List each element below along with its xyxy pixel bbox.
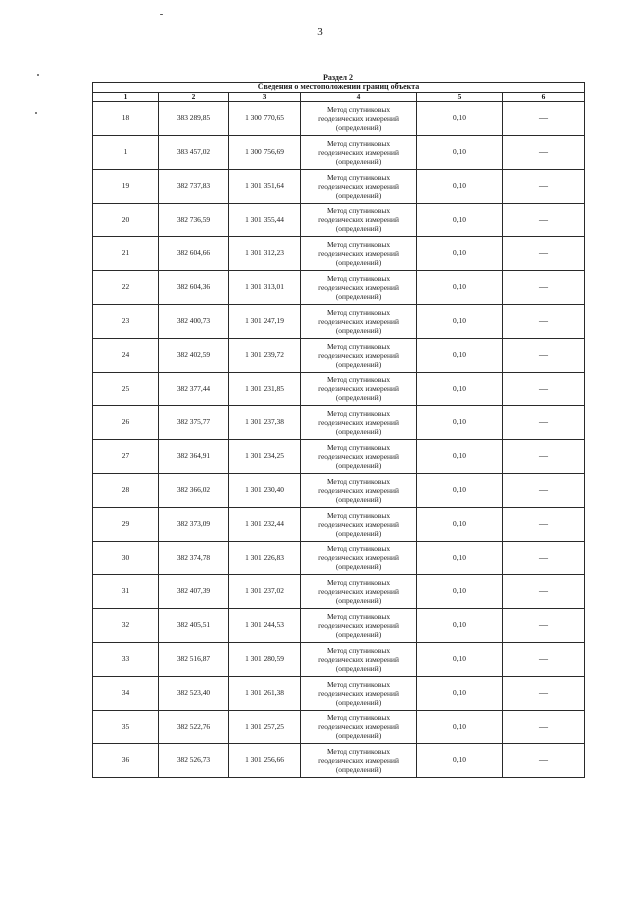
method-line: Метод спутниковых bbox=[326, 476, 391, 486]
x-coordinate-cell: 382 604,36 bbox=[159, 271, 229, 305]
point-number-cell: 35 bbox=[93, 710, 159, 744]
table-row bbox=[93, 710, 585, 744]
method-line: Метод спутниковых bbox=[326, 307, 391, 317]
method-line: геодезических измерений bbox=[318, 553, 399, 563]
method-cell bbox=[301, 135, 417, 169]
method-line: геодезических измерений bbox=[318, 418, 399, 428]
method-cell bbox=[301, 676, 417, 710]
note-cell: — bbox=[503, 473, 585, 507]
x-coordinate-cell: 383 457,02 bbox=[159, 135, 229, 169]
method-line: геодезических измерений bbox=[318, 688, 399, 698]
method-line: (определений) bbox=[335, 630, 382, 640]
scan-speck bbox=[160, 14, 163, 15]
note-cell: — bbox=[503, 102, 585, 136]
point-number-cell: 29 bbox=[93, 507, 159, 541]
x-coordinate-cell: 382 366,02 bbox=[159, 473, 229, 507]
table-row bbox=[93, 676, 585, 710]
table-row bbox=[93, 338, 585, 372]
method-line: геодезических измерений bbox=[318, 654, 399, 664]
point-number-cell: 25 bbox=[93, 372, 159, 406]
column-header: 4 bbox=[301, 92, 417, 102]
note-cell: — bbox=[503, 642, 585, 676]
method-line: геодезических измерений bbox=[318, 756, 399, 766]
note-cell: — bbox=[503, 575, 585, 609]
y-coordinate-cell: 1 301 256,66 bbox=[229, 744, 301, 778]
x-coordinate-cell: 382 400,73 bbox=[159, 304, 229, 338]
method-cell bbox=[301, 237, 417, 271]
table-row bbox=[93, 102, 585, 136]
method-line: Метод спутниковых bbox=[326, 375, 391, 385]
point-number-cell: 31 bbox=[93, 575, 159, 609]
scan-speck bbox=[37, 74, 39, 76]
point-number-cell: 22 bbox=[93, 271, 159, 305]
table-row bbox=[93, 440, 585, 474]
y-coordinate-cell: 1 301 351,64 bbox=[229, 169, 301, 203]
table-row bbox=[93, 406, 585, 440]
method-line: Метод спутниковых bbox=[326, 138, 391, 148]
method-cell bbox=[301, 744, 417, 778]
method-line: (определений) bbox=[335, 663, 382, 673]
accuracy-cell: 0,10 bbox=[417, 507, 503, 541]
accuracy-cell: 0,10 bbox=[417, 135, 503, 169]
method-line: (определений) bbox=[335, 596, 382, 606]
boundary-coordinates-table bbox=[92, 82, 585, 778]
table-row bbox=[93, 609, 585, 643]
method-cell bbox=[301, 473, 417, 507]
scan-speck bbox=[35, 112, 37, 114]
method-line: геодезических измерений bbox=[318, 452, 399, 462]
accuracy-cell: 0,10 bbox=[417, 473, 503, 507]
method-line: геодезических измерений bbox=[318, 384, 399, 394]
table-row bbox=[93, 575, 585, 609]
method-line: геодезических измерений bbox=[318, 621, 399, 631]
x-coordinate-cell: 382 375,77 bbox=[159, 406, 229, 440]
y-coordinate-cell: 1 300 770,65 bbox=[229, 102, 301, 136]
method-line: Метод спутниковых bbox=[326, 510, 391, 520]
method-line: Метод спутниковых bbox=[326, 240, 391, 250]
point-number-cell: 23 bbox=[93, 304, 159, 338]
method-line: Метод спутниковых bbox=[326, 206, 391, 216]
page-number: 3 bbox=[317, 26, 323, 38]
y-coordinate-cell: 1 301 239,72 bbox=[229, 338, 301, 372]
method-line: геодезических измерений bbox=[318, 181, 399, 191]
x-coordinate-cell: 382 523,40 bbox=[159, 676, 229, 710]
note-cell: — bbox=[503, 237, 585, 271]
method-line: геодезических измерений bbox=[318, 147, 399, 157]
method-line: Метод спутниковых bbox=[326, 679, 391, 689]
method-line: геодезических измерений bbox=[318, 485, 399, 495]
x-coordinate-cell: 382 736,59 bbox=[159, 203, 229, 237]
y-coordinate-cell: 1 301 237,02 bbox=[229, 575, 301, 609]
note-cell: — bbox=[503, 710, 585, 744]
accuracy-cell: 0,10 bbox=[417, 372, 503, 406]
method-cell bbox=[301, 372, 417, 406]
accuracy-cell: 0,10 bbox=[417, 541, 503, 575]
method-line: (определений) bbox=[335, 325, 382, 335]
table-body bbox=[93, 83, 585, 778]
table-row bbox=[93, 169, 585, 203]
y-coordinate-cell: 1 301 232,44 bbox=[229, 507, 301, 541]
column-header: 5 bbox=[417, 92, 503, 102]
note-cell: — bbox=[503, 541, 585, 575]
note-cell: — bbox=[503, 609, 585, 643]
note-cell: — bbox=[503, 440, 585, 474]
y-coordinate-cell: 1 301 312,23 bbox=[229, 237, 301, 271]
accuracy-cell: 0,10 bbox=[417, 609, 503, 643]
point-number-cell: 36 bbox=[93, 744, 159, 778]
section-label: Раздел 2 bbox=[322, 73, 354, 82]
accuracy-cell: 0,10 bbox=[417, 676, 503, 710]
point-number-cell: 24 bbox=[93, 338, 159, 372]
point-number-cell: 34 bbox=[93, 676, 159, 710]
method-line: (определений) bbox=[335, 123, 382, 133]
method-line: (определений) bbox=[335, 359, 382, 369]
y-coordinate-cell: 1 301 257,25 bbox=[229, 710, 301, 744]
method-line: геодезических измерений bbox=[318, 114, 399, 124]
method-cell bbox=[301, 203, 417, 237]
method-line: (определений) bbox=[335, 292, 382, 302]
table-row bbox=[93, 304, 585, 338]
method-line: геодезических измерений bbox=[318, 587, 399, 597]
method-line: Метод спутниковых bbox=[326, 105, 391, 115]
method-cell bbox=[301, 169, 417, 203]
method-line: геодезических измерений bbox=[318, 215, 399, 225]
accuracy-cell: 0,10 bbox=[417, 203, 503, 237]
note-cell: — bbox=[503, 135, 585, 169]
x-coordinate-cell: 383 289,85 bbox=[159, 102, 229, 136]
y-coordinate-cell: 1 301 226,83 bbox=[229, 541, 301, 575]
note-cell: — bbox=[503, 406, 585, 440]
method-line: (определений) bbox=[335, 258, 382, 268]
column-header: 2 bbox=[159, 92, 229, 102]
point-number-cell: 26 bbox=[93, 406, 159, 440]
accuracy-cell: 0,10 bbox=[417, 744, 503, 778]
accuracy-cell: 0,10 bbox=[417, 271, 503, 305]
accuracy-cell: 0,10 bbox=[417, 169, 503, 203]
table-row bbox=[93, 541, 585, 575]
accuracy-cell: 0,10 bbox=[417, 440, 503, 474]
method-line: геодезических измерений bbox=[318, 519, 399, 529]
method-line: (определений) bbox=[335, 528, 382, 538]
note-cell: — bbox=[503, 676, 585, 710]
point-number-cell: 19 bbox=[93, 169, 159, 203]
method-line: (определений) bbox=[335, 731, 382, 741]
point-number-cell: 30 bbox=[93, 541, 159, 575]
note-cell: — bbox=[503, 271, 585, 305]
method-cell bbox=[301, 642, 417, 676]
method-cell bbox=[301, 102, 417, 136]
method-cell bbox=[301, 507, 417, 541]
accuracy-cell: 0,10 bbox=[417, 102, 503, 136]
accuracy-cell: 0,10 bbox=[417, 237, 503, 271]
method-line: Метод спутниковых bbox=[326, 713, 391, 723]
method-line: Метод спутниковых bbox=[326, 409, 391, 419]
y-coordinate-cell: 1 301 247,19 bbox=[229, 304, 301, 338]
method-line: Метод спутниковых bbox=[326, 544, 391, 554]
note-cell: — bbox=[503, 304, 585, 338]
note-cell: — bbox=[503, 169, 585, 203]
accuracy-cell: 0,10 bbox=[417, 304, 503, 338]
y-coordinate-cell: 1 300 756,69 bbox=[229, 135, 301, 169]
point-number-cell: 18 bbox=[93, 102, 159, 136]
table-row bbox=[93, 372, 585, 406]
method-cell bbox=[301, 609, 417, 643]
column-header-row bbox=[93, 92, 585, 102]
x-coordinate-cell: 382 516,87 bbox=[159, 642, 229, 676]
x-coordinate-cell: 382 402,59 bbox=[159, 338, 229, 372]
method-line: геодезических измерений bbox=[318, 350, 399, 360]
column-header: 6 bbox=[503, 92, 585, 102]
x-coordinate-cell: 382 522,76 bbox=[159, 710, 229, 744]
method-line: Метод спутниковых bbox=[326, 645, 391, 655]
y-coordinate-cell: 1 301 230,40 bbox=[229, 473, 301, 507]
table-row bbox=[93, 507, 585, 541]
y-coordinate-cell: 1 301 231,85 bbox=[229, 372, 301, 406]
method-line: (определений) bbox=[335, 156, 382, 166]
method-line: (определений) bbox=[335, 224, 382, 234]
method-line: (определений) bbox=[335, 562, 382, 572]
table-row bbox=[93, 642, 585, 676]
y-coordinate-cell: 1 301 234,25 bbox=[229, 440, 301, 474]
point-number-cell: 20 bbox=[93, 203, 159, 237]
point-number-cell: 28 bbox=[93, 473, 159, 507]
method-line: Метод спутниковых bbox=[326, 578, 391, 588]
method-line: геодезических измерений bbox=[318, 249, 399, 259]
method-line: Метод спутниковых bbox=[326, 341, 391, 351]
method-cell bbox=[301, 541, 417, 575]
method-line: Метод спутниковых bbox=[326, 172, 391, 182]
method-cell bbox=[301, 440, 417, 474]
y-coordinate-cell: 1 301 244,53 bbox=[229, 609, 301, 643]
table-caption-row bbox=[93, 83, 585, 93]
point-number-cell: 33 bbox=[93, 642, 159, 676]
table-row bbox=[93, 473, 585, 507]
table-caption: Сведения о местоположении границ объекта bbox=[93, 83, 585, 93]
method-line: геодезических измерений bbox=[318, 722, 399, 732]
x-coordinate-cell: 382 737,83 bbox=[159, 169, 229, 203]
method-cell bbox=[301, 271, 417, 305]
method-line: (определений) bbox=[335, 494, 382, 504]
y-coordinate-cell: 1 301 237,38 bbox=[229, 406, 301, 440]
method-cell bbox=[301, 710, 417, 744]
x-coordinate-cell: 382 405,51 bbox=[159, 609, 229, 643]
table-row bbox=[93, 203, 585, 237]
method-line: Метод спутниковых bbox=[326, 274, 391, 284]
method-line: (определений) bbox=[335, 427, 382, 437]
x-coordinate-cell: 382 604,66 bbox=[159, 237, 229, 271]
x-coordinate-cell: 382 377,44 bbox=[159, 372, 229, 406]
accuracy-cell: 0,10 bbox=[417, 406, 503, 440]
method-line: (определений) bbox=[335, 190, 382, 200]
method-cell bbox=[301, 575, 417, 609]
method-line: (определений) bbox=[335, 461, 382, 471]
y-coordinate-cell: 1 301 261,38 bbox=[229, 676, 301, 710]
note-cell: — bbox=[503, 744, 585, 778]
x-coordinate-cell: 382 526,73 bbox=[159, 744, 229, 778]
accuracy-cell: 0,10 bbox=[417, 642, 503, 676]
point-number-cell: 32 bbox=[93, 609, 159, 643]
method-line: (определений) bbox=[335, 393, 382, 403]
table-row bbox=[93, 135, 585, 169]
method-cell bbox=[301, 338, 417, 372]
point-number-cell: 21 bbox=[93, 237, 159, 271]
x-coordinate-cell: 382 374,78 bbox=[159, 541, 229, 575]
method-line: Метод спутниковых bbox=[326, 443, 391, 453]
x-coordinate-cell: 382 407,39 bbox=[159, 575, 229, 609]
method-line: (определений) bbox=[335, 765, 382, 775]
table-row bbox=[93, 271, 585, 305]
accuracy-cell: 0,10 bbox=[417, 710, 503, 744]
method-line: геодезических измерений bbox=[318, 283, 399, 293]
method-cell bbox=[301, 406, 417, 440]
y-coordinate-cell: 1 301 313,01 bbox=[229, 271, 301, 305]
point-number-cell: 27 bbox=[93, 440, 159, 474]
method-line: геодезических измерений bbox=[318, 316, 399, 326]
x-coordinate-cell: 382 364,91 bbox=[159, 440, 229, 474]
table-row bbox=[93, 744, 585, 778]
column-header: 3 bbox=[229, 92, 301, 102]
y-coordinate-cell: 1 301 280,59 bbox=[229, 642, 301, 676]
note-cell: — bbox=[503, 372, 585, 406]
method-line: Метод спутниковых bbox=[326, 747, 391, 757]
table-row bbox=[93, 237, 585, 271]
accuracy-cell: 0,10 bbox=[417, 575, 503, 609]
point-number-cell: 1 bbox=[93, 135, 159, 169]
column-header: 1 bbox=[93, 92, 159, 102]
method-cell bbox=[301, 304, 417, 338]
note-cell: — bbox=[503, 203, 585, 237]
x-coordinate-cell: 382 373,09 bbox=[159, 507, 229, 541]
accuracy-cell: 0,10 bbox=[417, 338, 503, 372]
note-cell: — bbox=[503, 507, 585, 541]
method-line: (определений) bbox=[335, 697, 382, 707]
note-cell: — bbox=[503, 338, 585, 372]
method-line: Метод спутниковых bbox=[326, 612, 391, 622]
y-coordinate-cell: 1 301 355,44 bbox=[229, 203, 301, 237]
